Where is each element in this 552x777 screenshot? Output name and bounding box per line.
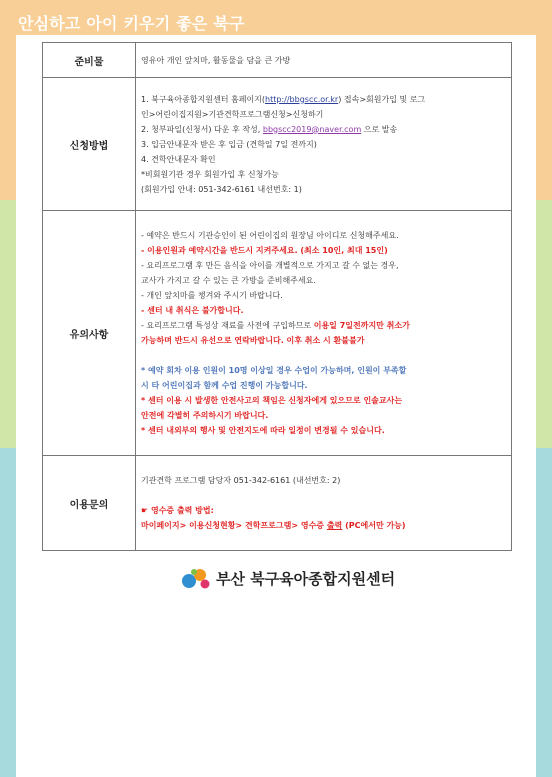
notice-line-7 [141, 318, 505, 333]
notice-line-1: - 예약은 반드시 기관승인이 된 어린이집의 원장님 아이디로 신청해주세요. [141, 231, 399, 240]
notice-line-2: - 이용인원과 예약시간을 반드시 지켜주세요. (최소 10인, 최대 15인) [141, 246, 388, 255]
table-row-notice [43, 211, 512, 456]
info-table [42, 42, 512, 551]
apply-label: 신청방법 [43, 78, 136, 211]
notice-line-4: 교사가 가지고 갈 수 있는 큰 가방을 준비해주세요. [141, 276, 316, 285]
apply-note1: *비회원기관 경우 회원가입 후 신청가능 [141, 169, 279, 179]
contact-line-3 [141, 518, 505, 533]
notice-content [136, 211, 512, 456]
receipt-print-link[interactable]: 출력 [326, 521, 343, 530]
notice-line-12: 안전에 각별히 주의하시기 바랍니다. [141, 411, 269, 420]
notice-spacer [141, 348, 505, 363]
apply-step2-pre: 2. 청부파일(신청서) 다운 후 작성, [141, 124, 261, 134]
contact-label: 이용문의 [43, 456, 136, 551]
contact-line-3-pre: 마이페이지> 이용신청현황> 견학프로그램> 영수증 [141, 521, 325, 530]
notice-line-13: * 센터 내외부의 행사 및 안전지도에 따라 일정이 변경될 수 있습니다. [141, 426, 385, 435]
contact-line-3-post: (PC에서만 가능) [345, 521, 406, 530]
table-row-prep [43, 43, 512, 78]
apply-step4: 4. 견학안내문자 확인 [141, 154, 216, 164]
contact-spacer [141, 488, 505, 503]
table-row-apply [43, 78, 512, 211]
notice-label: 유의사항 [43, 211, 136, 456]
document-sheet [16, 35, 536, 777]
apply-step1-cont: 인>어린이집지원>기관견학프로그램신청>신청하기 [141, 109, 324, 119]
notice-line-7-red: 이용일 7일전까지만 취소가 [313, 321, 410, 330]
apply-note2: (회원가입 안내: 051-342-6161 내선번호: 1) [141, 184, 302, 194]
contact-content [136, 456, 512, 551]
contact-line-2-text: 영수증 출력 방법: [150, 506, 214, 515]
apply-step1 [141, 92, 505, 107]
table-row-contact [43, 456, 512, 551]
notice-line-3: - 요리프로그램 후 만든 음식을 아이를 개별적으로 가지고 갈 수 없는 경우, [141, 261, 399, 270]
page-title: 안심하고 아이 키우기 좋은 북구 [18, 14, 245, 33]
pointing-hand-icon: ☛ [141, 506, 149, 515]
homepage-link[interactable]: http://bbgscc.or.kr [265, 94, 339, 104]
apply-step1-pre: 1. 북구육아종합지원센터 홈페이지( [141, 94, 266, 104]
prep-text: 영유아 개인 앞치마, 활동물을 담을 큰 가방 [141, 55, 291, 65]
email-link[interactable]: bbgscc2019@naver.com [262, 124, 362, 134]
prep-content [136, 43, 512, 78]
notice-line-10: 시 타 어린이집과 함께 수업 진행이 가능합니다. [141, 381, 308, 390]
notice-line-11: * 센터 이용 시 발생한 안전사고의 책임은 신청자에게 있으므로 인솔교사는 [141, 396, 403, 405]
apply-step1-post: ) 접속>회원가입 및 로그 [338, 94, 426, 104]
footer-org-name: 부산 북구육아종합지원센터 [216, 569, 396, 588]
contact-line-2 [141, 503, 505, 518]
center-logo-icon [180, 565, 212, 591]
apply-step2 [141, 122, 505, 137]
footer-logo [180, 565, 395, 591]
apply-step3: 3. 입금안내문자 받은 후 입금 (견학일 7일 전까지) [141, 139, 317, 149]
notice-line-9: * 예약 회차 이용 인원이 10명 이상일 경우 수업이 가능하며, 인원이 부족할 [141, 366, 407, 375]
notice-line-5: - 개인 앞치마를 챙겨와 주시기 바랍니다. [141, 291, 283, 300]
notice-line-8: 가능하며 반드시 유선으로 연락바랍니다. 이후 취소 시 환불불가 [141, 336, 365, 345]
apply-content [136, 78, 512, 211]
notice-line-7-pre: - 요리프로그램 특성상 재료를 사전에 구입하므로 [141, 321, 312, 330]
prep-label: 준비물 [43, 43, 136, 78]
apply-step2-post: 으로 발송 [363, 124, 398, 134]
notice-line-6: - 센터 내 취식은 불가합니다. [141, 306, 244, 315]
contact-line-1: 기관견학 프로그램 담당자 051-342-6161 (내선번호: 2) [141, 476, 341, 485]
